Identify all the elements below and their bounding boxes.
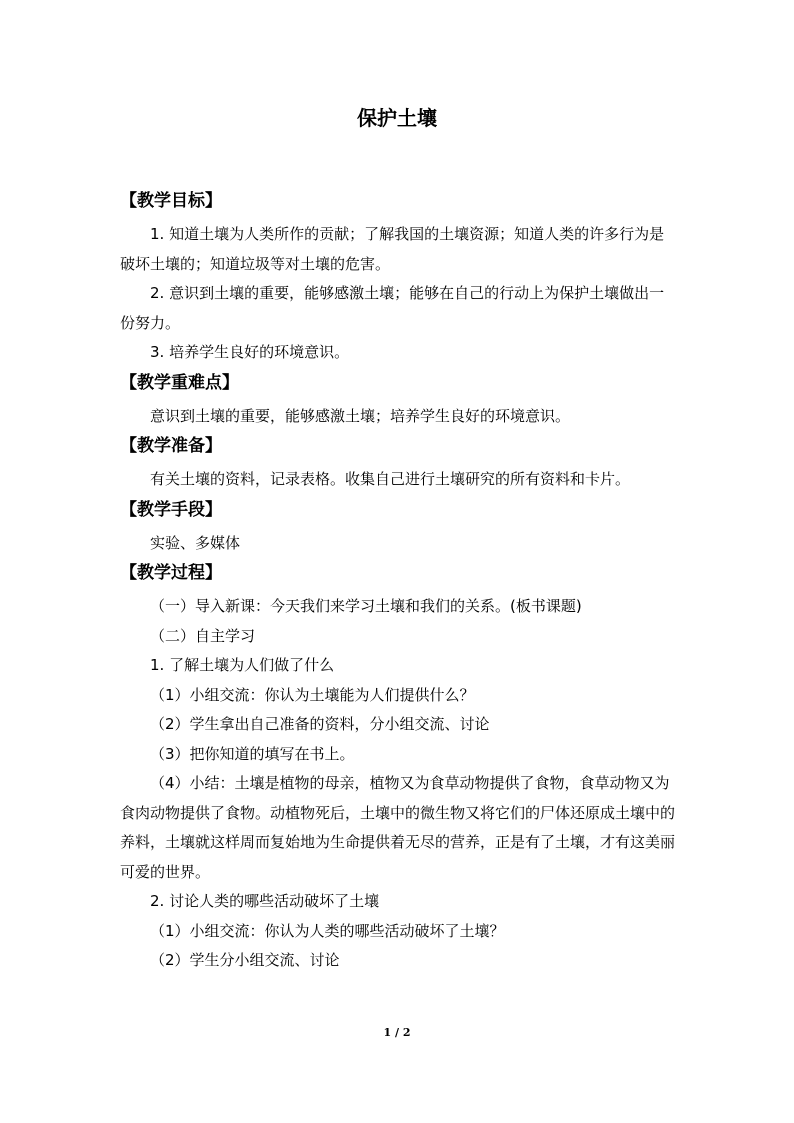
- page-title: 保护土壤: [357, 106, 437, 130]
- section-key-difficulties: [120, 368, 676, 432]
- paragraph: 2. 意识到土壤的重要，能够感激土壤；能够在自己的行动上为保护土壤做出一份努力。: [120, 284, 665, 332]
- paragraph: 3. 培养学生良好的环境意识。: [150, 343, 350, 361]
- paragraph: （4）小结：土壤是植物的母亲，植物又为食草动物提供了食物，食草动物又为食肉动物提供了食物。动植物死后，土壤中的微生物又将它们的尸体还原成土壤中的养料，土壤就这样周而复始地为生命提供着无尽的营养，正是有了土壤，才有这美丽可爱的世界。: [120, 774, 676, 881]
- paragraph: （3）把你知道的填写在书上。: [150, 744, 355, 763]
- page-number: 1 / 2: [383, 1026, 411, 1039]
- paragraph: 意识到土壤的重要，能够感激土壤；培养学生良好的环境意识。: [150, 406, 571, 425]
- paragraph: 1. 知道土壤为人类所作的贡献；了解我国的土壤资源；知道人类的许多行为是破坏土壤的；知道垃圾等对土壤的危害。: [120, 225, 665, 273]
- paragraph: （1）小组交流：你认为土壤能为人们提供什么？: [150, 685, 475, 704]
- section-preparation: [120, 431, 676, 495]
- paragraph: （1）小组交流：你认为人类的哪些活动破坏了土壤？: [150, 921, 505, 940]
- section-teaching-objectives: [120, 186, 676, 368]
- section-heading: 【教学准备】: [120, 436, 222, 456]
- section-heading: 【教学过程】: [120, 563, 222, 583]
- section-heading: 【教学手段】: [120, 499, 222, 520]
- paragraph: 实验、多媒体: [150, 533, 241, 552]
- paragraph: （2）学生拿出自己准备的资料，分小组交流、讨论: [150, 715, 490, 733]
- paragraph: （2）学生分小组交流、讨论: [150, 951, 340, 969]
- section-teaching-means: [120, 495, 676, 559]
- section-heading: 【教学目标】: [120, 191, 222, 211]
- paragraph: 1. 了解土壤为人们做了什么: [150, 656, 335, 674]
- section-teaching-process: [120, 558, 676, 976]
- paragraph: （一）导入新课：今天我们来学习土壤和我们的关系。(板书课题): [150, 597, 582, 615]
- document-body: [120, 186, 676, 976]
- paragraph: 有关土壤的资料，记录表格。收集自己进行土壤研究的所有资料和卡片。: [150, 470, 631, 488]
- section-heading: 【教学重难点】: [120, 372, 239, 393]
- paragraph: （二）自主学习: [150, 626, 256, 645]
- paragraph: 2. 讨论人类的哪些活动破坏了土壤: [150, 892, 380, 910]
